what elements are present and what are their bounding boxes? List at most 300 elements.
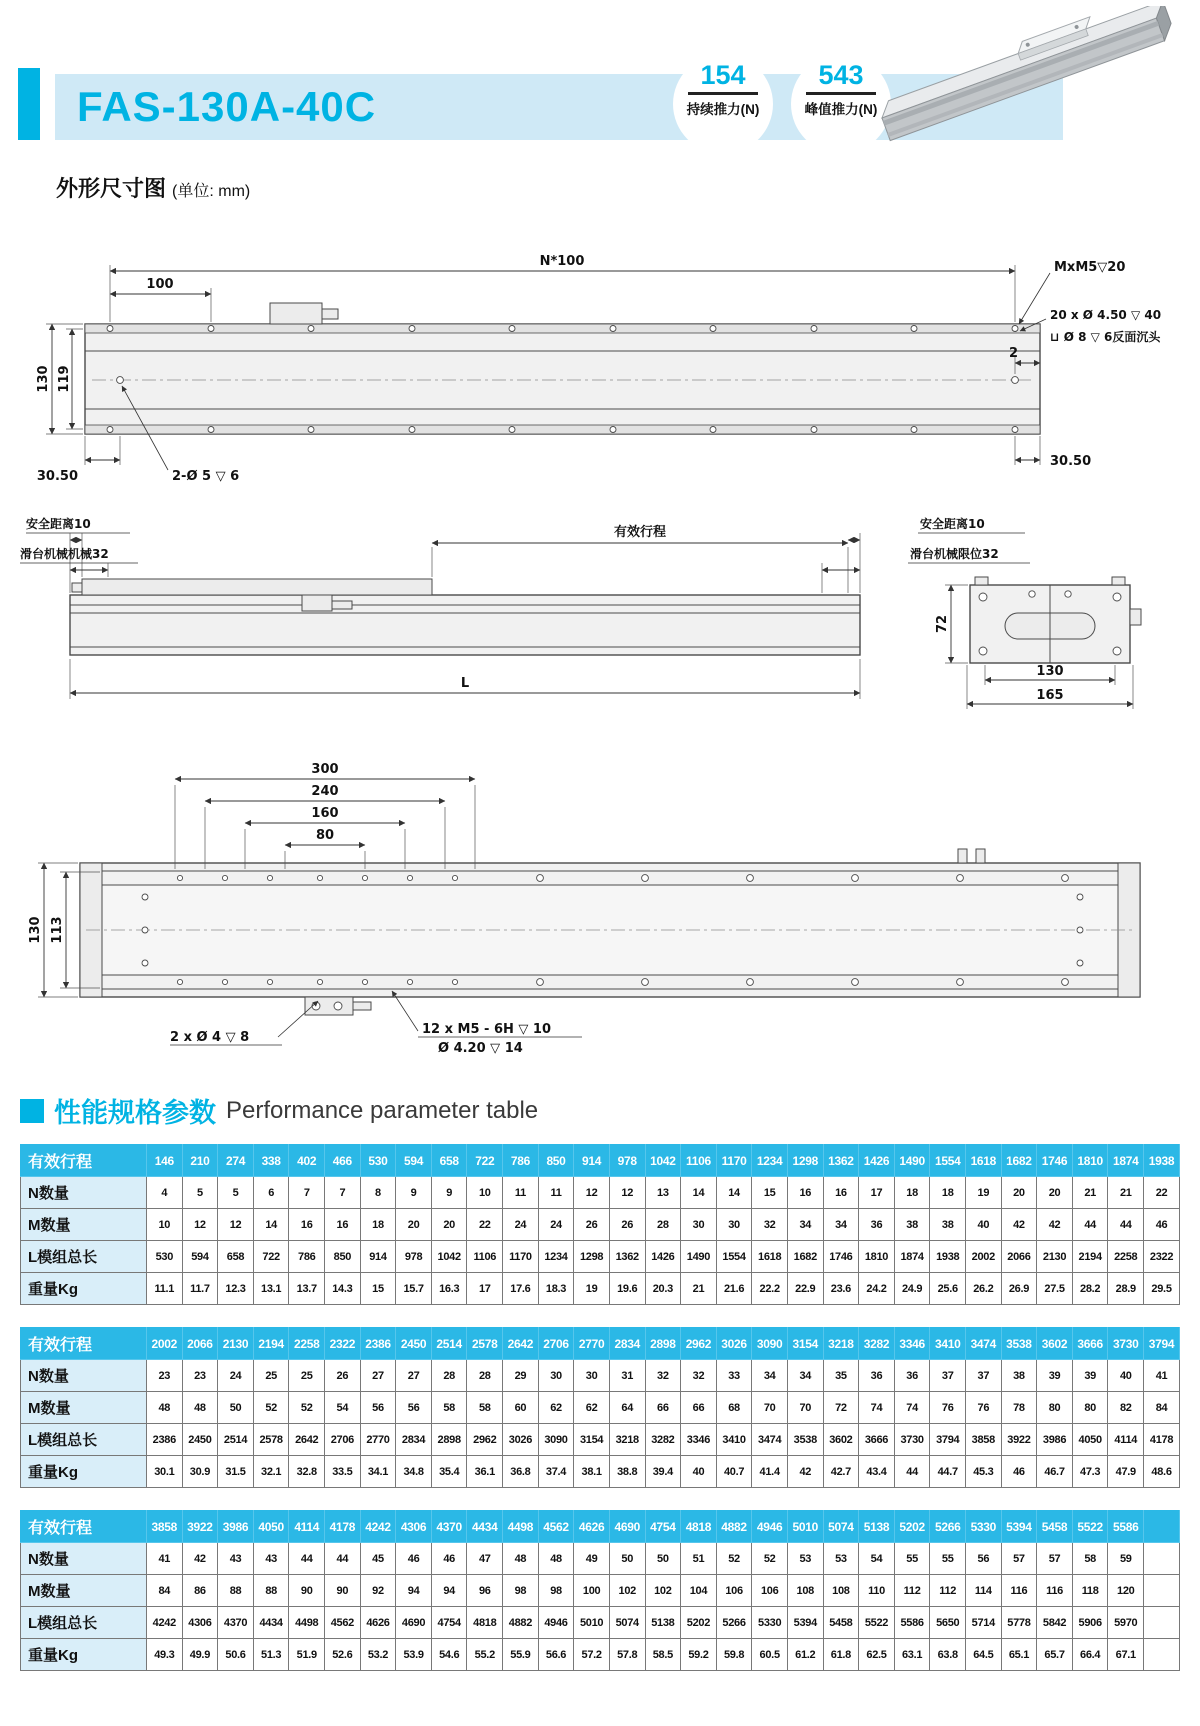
value-cell: 34 xyxy=(787,1360,823,1392)
value-cell: 6 xyxy=(253,1177,289,1209)
value-cell: 14.3 xyxy=(325,1273,361,1305)
table-row xyxy=(21,1607,1180,1639)
value-cell: 26 xyxy=(574,1209,610,1241)
value-cell: 11 xyxy=(538,1177,574,1209)
value-cell: 3602 xyxy=(823,1424,859,1456)
table-row xyxy=(21,1177,1180,1209)
value-cell: 2898 xyxy=(431,1424,467,1456)
stroke-header-cell: 4818 xyxy=(681,1511,717,1543)
value-cell: 61.2 xyxy=(787,1639,823,1671)
stroke-header-cell: 3538 xyxy=(1001,1328,1037,1360)
value-cell: 20.3 xyxy=(645,1273,681,1305)
value-cell: 52 xyxy=(253,1392,289,1424)
value-cell: 21 xyxy=(1072,1177,1108,1209)
value-cell: 56 xyxy=(396,1392,432,1424)
value-cell: 37 xyxy=(930,1360,966,1392)
stroke-header-cell: 146 xyxy=(147,1145,183,1177)
value-cell: 14 xyxy=(681,1177,717,1209)
stroke-header-cell: 2514 xyxy=(431,1328,467,1360)
value-cell: 53 xyxy=(823,1543,859,1575)
value-cell: 32.1 xyxy=(253,1456,289,1488)
value-cell: 2642 xyxy=(289,1424,325,1456)
value-cell: 15.7 xyxy=(396,1273,432,1305)
value-cell: 3410 xyxy=(716,1424,752,1456)
value-cell: 27 xyxy=(360,1360,396,1392)
value-cell: 2450 xyxy=(182,1424,218,1456)
value-cell: 76 xyxy=(930,1392,966,1424)
dim-165: 165 xyxy=(1036,688,1064,703)
value-cell: 38.8 xyxy=(609,1456,645,1488)
value-cell: 9 xyxy=(431,1177,467,1209)
value-cell: 112 xyxy=(930,1575,966,1607)
value-cell: 48 xyxy=(147,1392,183,1424)
value-cell: 48 xyxy=(538,1543,574,1575)
row-label: N数量 xyxy=(21,1177,147,1209)
value-cell: 31.5 xyxy=(218,1456,254,1488)
stroke-header-cell: 2834 xyxy=(609,1328,645,1360)
value-cell: 13 xyxy=(645,1177,681,1209)
row-label: M数量 xyxy=(21,1209,147,1241)
stroke-header-cell: 2194 xyxy=(253,1328,289,1360)
stroke-header-cell: 1426 xyxy=(859,1145,895,1177)
stroke-header-cell: 4690 xyxy=(609,1511,645,1543)
label-mech-left: 滑台机械机械32 xyxy=(20,547,109,561)
value-cell: 32.8 xyxy=(289,1456,325,1488)
value-cell: 4 xyxy=(147,1177,183,1209)
value-cell: 78 xyxy=(1001,1392,1037,1424)
value-cell: 978 xyxy=(396,1241,432,1273)
value-cell: 47.9 xyxy=(1108,1456,1144,1488)
value-cell: 16 xyxy=(823,1177,859,1209)
value-cell: 42 xyxy=(182,1543,218,1575)
value-cell: 66.4 xyxy=(1072,1639,1108,1671)
label-holes-20x: 20 x Ø 4.50 ▽ 40 xyxy=(1050,308,1162,322)
stroke-header-cell: 4242 xyxy=(360,1511,396,1543)
value-cell: 63.1 xyxy=(894,1639,930,1671)
value-cell: 2514 xyxy=(218,1424,254,1456)
value-cell: 59 xyxy=(1108,1543,1144,1575)
value-cell: 42 xyxy=(1001,1209,1037,1241)
value-cell: 43.4 xyxy=(859,1456,895,1488)
value-cell: 51.9 xyxy=(289,1639,325,1671)
stroke-header-cell: 3026 xyxy=(716,1328,752,1360)
value-cell: 44 xyxy=(894,1456,930,1488)
value-cell: 64.5 xyxy=(966,1639,1002,1671)
value-cell: 45.3 xyxy=(966,1456,1002,1488)
value-cell: 4178 xyxy=(1144,1424,1180,1456)
value-cell: 22 xyxy=(467,1209,503,1241)
label-mxm5: MxM5▽20 xyxy=(1054,260,1126,275)
value-cell: 10 xyxy=(147,1209,183,1241)
stroke-header-cell: 2962 xyxy=(681,1328,717,1360)
value-cell: 26 xyxy=(325,1360,361,1392)
value-cell: 32 xyxy=(681,1360,717,1392)
value-cell: 21 xyxy=(681,1273,717,1305)
value-cell: 58.5 xyxy=(645,1639,681,1671)
label-holes-2x4: 2 x Ø 4 ▽ 8 xyxy=(170,1030,250,1045)
value-cell: 1810 xyxy=(859,1241,895,1273)
value-cell: 60.5 xyxy=(752,1639,788,1671)
value-cell: 5 xyxy=(218,1177,254,1209)
value-cell: 17.6 xyxy=(503,1273,539,1305)
stat-value: 154 xyxy=(688,60,757,95)
table-row xyxy=(21,1543,1180,1575)
stroke-header-cell: 210 xyxy=(182,1145,218,1177)
dimension-section-title xyxy=(56,172,1200,203)
value-cell: 92 xyxy=(360,1575,396,1607)
value-cell: 3858 xyxy=(966,1424,1002,1456)
value-cell: 5 xyxy=(182,1177,218,1209)
value-cell: 5586 xyxy=(894,1607,930,1639)
value-cell: 18.3 xyxy=(538,1273,574,1305)
dim-L: L xyxy=(460,676,470,691)
value-cell: 43 xyxy=(253,1543,289,1575)
value-cell: 24 xyxy=(538,1209,574,1241)
value-cell: 30.9 xyxy=(182,1456,218,1488)
stroke-header-cell: 1874 xyxy=(1108,1145,1144,1177)
value-cell: 4882 xyxy=(503,1607,539,1639)
value-cell: 53.2 xyxy=(360,1639,396,1671)
stroke-header-cell: 4562 xyxy=(538,1511,574,1543)
value-cell: 27 xyxy=(396,1360,432,1392)
value-cell: 42 xyxy=(1037,1209,1073,1241)
value-cell: 20 xyxy=(1001,1177,1037,1209)
value-cell: 19 xyxy=(966,1177,1002,1209)
value-cell: 48 xyxy=(182,1392,218,1424)
stroke-header-cell: 4370 xyxy=(431,1511,467,1543)
value-cell: 16 xyxy=(289,1209,325,1241)
value-cell: 28.2 xyxy=(1072,1273,1108,1305)
value-cell: 37 xyxy=(966,1360,1002,1392)
table-row xyxy=(21,1273,1180,1305)
value-cell: 38 xyxy=(930,1209,966,1241)
value-cell: 58 xyxy=(1072,1543,1108,1575)
value-cell: 14 xyxy=(253,1209,289,1241)
value-cell: 45 xyxy=(360,1543,396,1575)
value-cell: 5138 xyxy=(645,1607,681,1639)
value-cell: 3922 xyxy=(1001,1424,1037,1456)
value-cell: 28 xyxy=(431,1360,467,1392)
value-cell: 8 xyxy=(360,1177,396,1209)
table-header-row xyxy=(21,1511,1180,1543)
value-cell: 49.3 xyxy=(147,1639,183,1671)
value-cell: 1106 xyxy=(467,1241,503,1273)
value-cell: 90 xyxy=(289,1575,325,1607)
value-cell: 5010 xyxy=(574,1607,610,1639)
value-cell: 3986 xyxy=(1037,1424,1073,1456)
value-cell: 55.9 xyxy=(503,1639,539,1671)
stat-label: 持续推力(N) xyxy=(686,102,760,117)
value-cell: 34 xyxy=(787,1209,823,1241)
value-cell: 48 xyxy=(503,1543,539,1575)
value-cell: 3090 xyxy=(538,1424,574,1456)
value-cell: 16.3 xyxy=(431,1273,467,1305)
value-cell: 850 xyxy=(325,1241,361,1273)
stroke-header-cell: 5074 xyxy=(823,1511,859,1543)
value-cell: 57.2 xyxy=(574,1639,610,1671)
label-limit-right: 滑台机械限位32 xyxy=(910,547,999,561)
dim-130-section: 130 xyxy=(1036,664,1064,679)
value-cell: 4370 xyxy=(218,1607,254,1639)
stroke-header-cell: 1042 xyxy=(645,1145,681,1177)
value-cell: 658 xyxy=(218,1241,254,1273)
value-cell: 57.8 xyxy=(609,1639,645,1671)
value-cell: 110 xyxy=(859,1575,895,1607)
dim-72: 72 xyxy=(935,614,950,634)
value-cell: 13.7 xyxy=(289,1273,325,1305)
performance-table-3 xyxy=(20,1510,1180,1671)
value-cell: 4242 xyxy=(147,1607,183,1639)
value-cell: 914 xyxy=(360,1241,396,1273)
value-cell: 34 xyxy=(752,1360,788,1392)
value-cell: 46 xyxy=(396,1543,432,1575)
dim-3050-left: 30.50 xyxy=(36,469,78,484)
value-cell: 23.6 xyxy=(823,1273,859,1305)
value-cell: 11.1 xyxy=(147,1273,183,1305)
stroke-header-cell: 850 xyxy=(538,1145,574,1177)
value-cell: 70 xyxy=(752,1392,788,1424)
dimension-title-unit: (单位: mm) xyxy=(172,183,251,200)
value-cell: 47.3 xyxy=(1072,1456,1108,1488)
value-cell: 12 xyxy=(218,1209,254,1241)
value-cell: 5330 xyxy=(752,1607,788,1639)
table-header-row xyxy=(21,1145,1180,1177)
stroke-header-cell: 1554 xyxy=(930,1145,966,1177)
stroke-header-cell: 274 xyxy=(218,1145,254,1177)
value-cell: 12 xyxy=(574,1177,610,1209)
stroke-header-cell: 5586 xyxy=(1108,1511,1144,1543)
value-cell: 114 xyxy=(966,1575,1002,1607)
value-cell: 5906 xyxy=(1072,1607,1108,1639)
value-cell: 5458 xyxy=(823,1607,859,1639)
value-cell: 26.9 xyxy=(1001,1273,1037,1305)
stroke-header-cell: 1298 xyxy=(787,1145,823,1177)
value-cell: 34.8 xyxy=(396,1456,432,1488)
dim-100: 100 xyxy=(146,277,174,292)
label-holes-2x5: 2-Ø 5 ▽ 6 xyxy=(172,469,240,484)
value-cell: 58 xyxy=(431,1392,467,1424)
value-cell: 58 xyxy=(467,1392,503,1424)
value-cell: 54 xyxy=(325,1392,361,1424)
value-cell: 52 xyxy=(752,1543,788,1575)
value-cell: 3218 xyxy=(609,1424,645,1456)
value-cell: 4754 xyxy=(431,1607,467,1639)
value-cell: 13.1 xyxy=(253,1273,289,1305)
value-cell: 1362 xyxy=(609,1241,645,1273)
value-cell: 30 xyxy=(681,1209,717,1241)
value-cell: 36 xyxy=(859,1360,895,1392)
value-cell: 116 xyxy=(1001,1575,1037,1607)
value-cell: 722 xyxy=(253,1241,289,1273)
value-cell: 23 xyxy=(182,1360,218,1392)
value-cell: 61.8 xyxy=(823,1639,859,1671)
dim-160: 160 xyxy=(311,806,339,821)
value-cell: 5394 xyxy=(787,1607,823,1639)
stroke-header-cell: 3218 xyxy=(823,1328,859,1360)
stroke-header-cell: 2706 xyxy=(538,1328,574,1360)
value-cell: 30 xyxy=(574,1360,610,1392)
value-cell: 35.4 xyxy=(431,1456,467,1488)
value-cell: 15 xyxy=(752,1177,788,1209)
value-cell: 98 xyxy=(538,1575,574,1607)
stroke-header-cell: 3602 xyxy=(1037,1328,1073,1360)
value-cell: 3538 xyxy=(787,1424,823,1456)
stroke-header-cell: 3986 xyxy=(218,1511,254,1543)
stroke-header-cell: 1362 xyxy=(823,1145,859,1177)
value-cell xyxy=(1144,1607,1180,1639)
value-cell: 28.9 xyxy=(1108,1273,1144,1305)
value-cell: 2130 xyxy=(1037,1241,1073,1273)
value-cell: 64 xyxy=(609,1392,645,1424)
continuous-thrust-stat xyxy=(671,60,775,118)
value-cell: 2834 xyxy=(396,1424,432,1456)
row-label: M数量 xyxy=(21,1575,147,1607)
value-cell: 44 xyxy=(325,1543,361,1575)
value-cell: 1746 xyxy=(823,1241,859,1273)
value-cell: 12 xyxy=(609,1177,645,1209)
value-cell: 70 xyxy=(787,1392,823,1424)
value-cell xyxy=(1144,1639,1180,1671)
stroke-header-cell: 530 xyxy=(360,1145,396,1177)
value-cell: 1234 xyxy=(538,1241,574,1273)
value-cell: 100 xyxy=(574,1575,610,1607)
value-cell: 3666 xyxy=(859,1424,895,1456)
value-cell: 16 xyxy=(787,1177,823,1209)
value-cell: 4434 xyxy=(253,1607,289,1639)
value-cell: 9 xyxy=(396,1177,432,1209)
value-cell: 82 xyxy=(1108,1392,1144,1424)
stroke-header-cell: 466 xyxy=(325,1145,361,1177)
stroke-header-cell: 2322 xyxy=(325,1328,361,1360)
row-label: 有效行程 xyxy=(21,1511,147,1543)
value-cell: 68 xyxy=(716,1392,752,1424)
value-cell: 62 xyxy=(538,1392,574,1424)
value-cell: 55 xyxy=(930,1543,966,1575)
value-cell: 112 xyxy=(894,1575,930,1607)
label-safety-left: 安全距离10 xyxy=(26,517,91,531)
value-cell: 28 xyxy=(467,1360,503,1392)
value-cell: 38.1 xyxy=(574,1456,610,1488)
value-cell: 18 xyxy=(894,1177,930,1209)
value-cell: 5650 xyxy=(930,1607,966,1639)
value-cell: 22 xyxy=(1144,1177,1180,1209)
value-cell: 80 xyxy=(1072,1392,1108,1424)
value-cell: 5714 xyxy=(966,1607,1002,1639)
value-cell: 55.2 xyxy=(467,1639,503,1671)
stroke-header-cell: 5138 xyxy=(859,1511,895,1543)
value-cell: 56 xyxy=(966,1543,1002,1575)
value-cell: 88 xyxy=(218,1575,254,1607)
value-cell: 30 xyxy=(716,1209,752,1241)
value-cell: 4690 xyxy=(396,1607,432,1639)
row-label: 有效行程 xyxy=(21,1145,147,1177)
value-cell: 1874 xyxy=(894,1241,930,1273)
value-cell: 25 xyxy=(289,1360,325,1392)
value-cell: 36.1 xyxy=(467,1456,503,1488)
stroke-header-cell: 4306 xyxy=(396,1511,432,1543)
value-cell: 66 xyxy=(681,1392,717,1424)
value-cell: 22.9 xyxy=(787,1273,823,1305)
stroke-header-cell: 3346 xyxy=(894,1328,930,1360)
value-cell: 4306 xyxy=(182,1607,218,1639)
value-cell: 5074 xyxy=(609,1607,645,1639)
value-cell: 2706 xyxy=(325,1424,361,1456)
stroke-header-cell: 594 xyxy=(396,1145,432,1177)
stroke-header-cell: 2578 xyxy=(467,1328,503,1360)
value-cell: 52 xyxy=(289,1392,325,1424)
value-cell: 76 xyxy=(966,1392,1002,1424)
value-cell: 34 xyxy=(823,1209,859,1241)
stroke-header-cell: 4114 xyxy=(289,1511,325,1543)
value-cell: 11.7 xyxy=(182,1273,218,1305)
value-cell: 20 xyxy=(396,1209,432,1241)
value-cell: 18 xyxy=(360,1209,396,1241)
value-cell: 50 xyxy=(609,1543,645,1575)
table-row xyxy=(21,1360,1180,1392)
stroke-header-cell: 5458 xyxy=(1037,1511,1073,1543)
value-cell: 67.1 xyxy=(1108,1639,1144,1671)
stroke-header-cell: 2642 xyxy=(503,1328,539,1360)
value-cell: 30.1 xyxy=(147,1456,183,1488)
thrust-stats xyxy=(671,60,893,118)
value-cell: 12 xyxy=(182,1209,218,1241)
value-cell: 4818 xyxy=(467,1607,503,1639)
section-bullet-icon xyxy=(20,1099,44,1123)
performance-table-1 xyxy=(20,1144,1180,1305)
value-cell: 72 xyxy=(823,1392,859,1424)
value-cell: 108 xyxy=(787,1575,823,1607)
value-cell: 4498 xyxy=(289,1607,325,1639)
value-cell: 62.5 xyxy=(859,1639,895,1671)
value-cell: 50.6 xyxy=(218,1639,254,1671)
value-cell: 44 xyxy=(1108,1209,1144,1241)
value-cell: 39 xyxy=(1072,1360,1108,1392)
value-cell: 46 xyxy=(431,1543,467,1575)
value-cell: 41 xyxy=(147,1543,183,1575)
value-cell: 15 xyxy=(360,1273,396,1305)
value-cell: 40.7 xyxy=(716,1456,752,1488)
stroke-header-cell: 786 xyxy=(503,1145,539,1177)
value-cell: 36 xyxy=(894,1360,930,1392)
stroke-header-cell: 4626 xyxy=(574,1511,610,1543)
stroke-header-cell: 1234 xyxy=(752,1145,788,1177)
row-label: N数量 xyxy=(21,1360,147,1392)
value-cell: 5970 xyxy=(1108,1607,1144,1639)
cross-section-view xyxy=(970,577,1141,663)
value-cell: 16 xyxy=(325,1209,361,1241)
performance-title-en: Performance parameter table xyxy=(226,1096,539,1124)
stroke-header-cell: 978 xyxy=(609,1145,645,1177)
value-cell: 59.8 xyxy=(716,1639,752,1671)
stroke-header-cell: 1938 xyxy=(1144,1145,1180,1177)
value-cell: 33.5 xyxy=(325,1456,361,1488)
dim-119: 119 xyxy=(57,365,72,393)
value-cell: 3474 xyxy=(752,1424,788,1456)
row-label: N数量 xyxy=(21,1543,147,1575)
stroke-header-cell: 658 xyxy=(431,1145,467,1177)
row-label: L模组总长 xyxy=(21,1607,147,1639)
row-label: 重量Kg xyxy=(21,1639,147,1671)
label-counterbore: ⊔ Ø 8 ▽ 6反面沉头 xyxy=(1050,330,1161,344)
value-cell: 118 xyxy=(1072,1575,1108,1607)
value-cell: 21 xyxy=(1108,1177,1144,1209)
stroke-header-cell: 4498 xyxy=(503,1511,539,1543)
value-cell: 106 xyxy=(716,1575,752,1607)
value-cell: 29 xyxy=(503,1360,539,1392)
value-cell: 14 xyxy=(716,1177,752,1209)
value-cell: 35 xyxy=(823,1360,859,1392)
value-cell: 38 xyxy=(894,1209,930,1241)
